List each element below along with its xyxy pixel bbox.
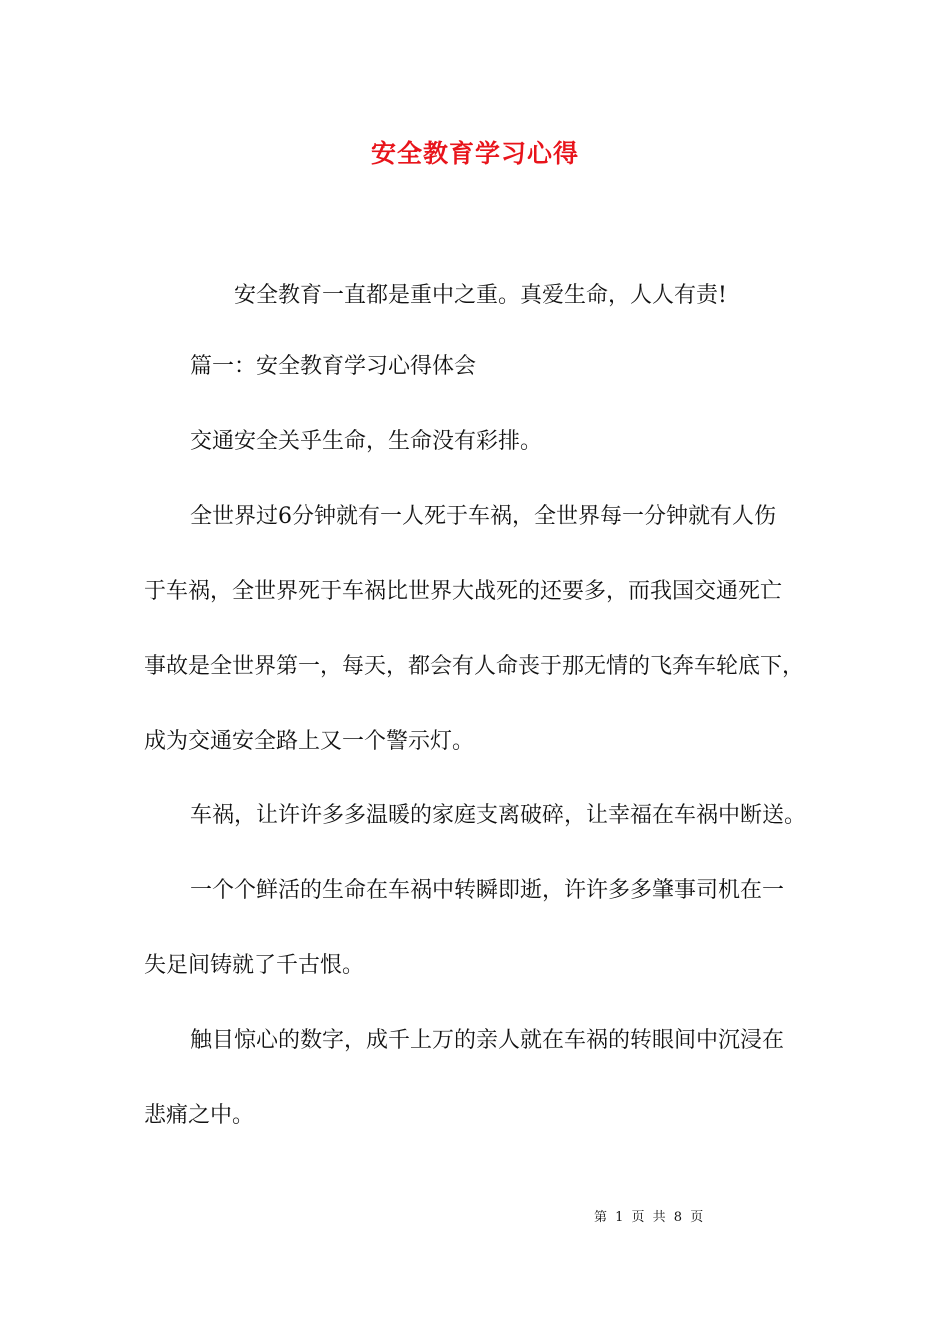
intro-line: 安全教育一直都是重中之重。真爱生命，人人有责!	[234, 283, 727, 308]
paragraph-line: 悲痛之中。	[144, 1103, 255, 1128]
paragraph-line: 一个个鲜活的生命在车祸中转瞬即逝，许许多多肇事司机在一	[190, 878, 785, 903]
paragraph-line: 事故是全世界第一，每天，都会有人命丧于那无情的飞奔车轮底下，	[144, 654, 805, 679]
paragraph-line: 车祸，让许许多多温暖的家庭支离破碎，让幸福在车祸中断送。	[190, 803, 807, 828]
paragraph-line: 失足间铸就了千古恨。	[144, 953, 365, 978]
paragraph-line: 全世界过6分钟就有一人死于车祸，全世界每一分钟就有人伤	[190, 504, 776, 529]
document-title: 安全教育学习心得	[370, 139, 579, 168]
page-number-footer: 第 1 页 共 8 页	[594, 1210, 706, 1225]
paragraph-line: 于车祸，全世界死于车祸比世界大战死的还要多，而我国交通死亡	[144, 579, 783, 604]
section-heading: 篇一：安全教育学习心得体会	[190, 354, 477, 379]
paragraph-line: 触目惊心的数字，成千上万的亲人就在车祸的转眼间中沉浸在	[190, 1028, 785, 1053]
paragraph-line: 交通安全关乎生命，生命没有彩排。	[190, 429, 543, 454]
paragraph-line: 成为交通安全路上又一个警示灯。	[144, 729, 475, 754]
